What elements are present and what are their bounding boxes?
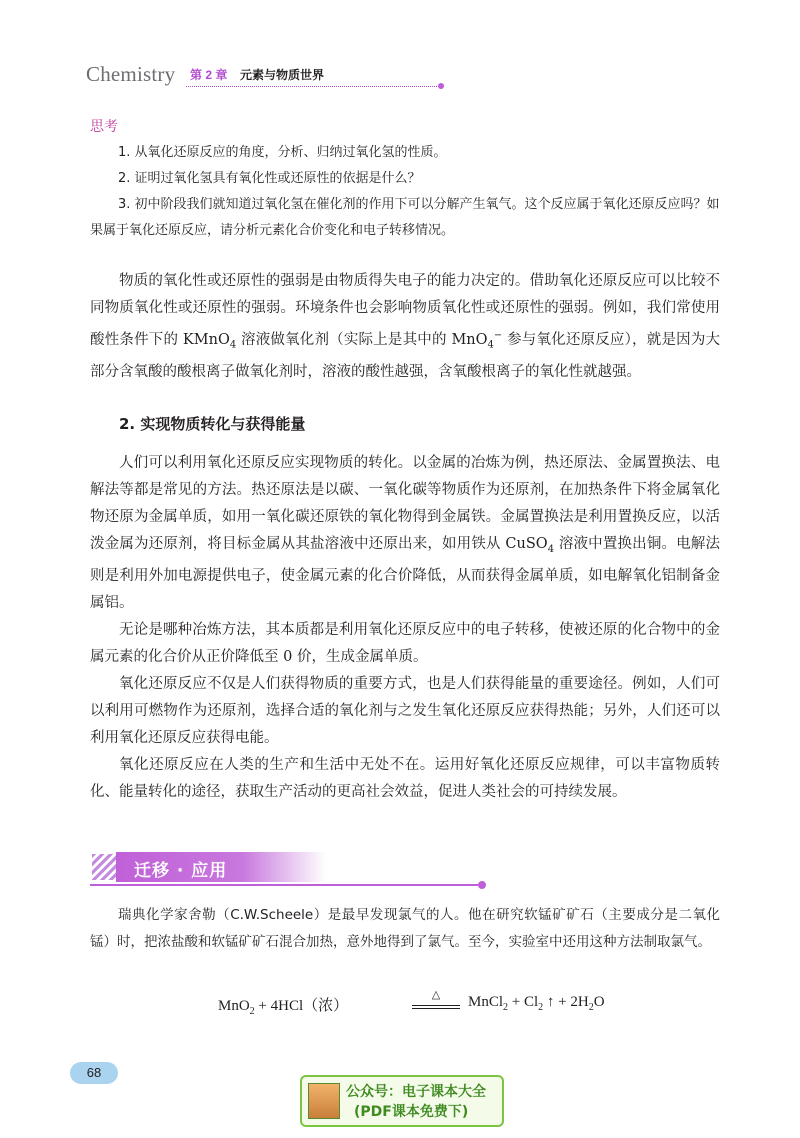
chapter-number: 第 2 章 (190, 68, 228, 82)
think-questions (90, 140, 720, 244)
watermark-line-1: 公众号：电子课本大全 (346, 1084, 486, 1100)
application-title: 迁移 · 应用 (134, 861, 228, 881)
think-label: 思考 (90, 119, 118, 135)
page-header (86, 60, 386, 90)
paragraph-oxidizing-strength: 物质的氧化性或还原性的强弱是由物质得失电子的能力决定的。借助氧化还原反应可以比较不同物质氧化性或还原性的强弱。环境条件也会影响物质氧化性或还原性的强弱。例如，我们常使用酸性条件下的 KMnO$_4$ 溶液做氧化剂（实际上是其中的 MnO$_4$− 参与氧化还原反应），就是因为大部分含氧酸的酸根离子做氧化剂时，溶液的酸性越强，含氧酸根离子的氧化性就越强。 (90, 273, 721, 380)
watermark-badge (300, 1075, 504, 1127)
banner-dot (478, 881, 486, 889)
banner-line (90, 884, 480, 886)
equation-reactants: MnO$_2$ + 4HCl（浓） (218, 998, 349, 1017)
application-banner (90, 848, 490, 888)
header-dot (438, 83, 444, 89)
page-number: 68 (70, 1062, 118, 1084)
reaction-arrow (412, 989, 460, 1012)
watermark-line-2: (PDF课本免费下) (354, 1104, 469, 1120)
think-question-3: 3. 初中阶段我们就知道过氧化氢在催化剂的作用下可以分解产生氧气。这个反应属于氧化还原反应吗？如果属于氧化还原反应，请分析元素化合价变化和电子转移情况。 (90, 197, 720, 238)
book-logo-icon (308, 1083, 340, 1119)
application-text: 瑞典化学家舍勒（C.W.Scheele）是最早发现氯气的人。他在研究软锰矿矿石（主要成分是二氧化锰）时，把浓盐酸和软锰矿矿石混合加热，意外地得到了氯气。至今，实验室中还用这种方法制取氯气。 (90, 907, 720, 950)
paragraph-everywhere: 氧化还原反应在人类的生产和生活中无处不在。运用好氧化还原反应规律，可以丰富物质转化、能量转化的途径，获取生产活动的更高社会效益，促进人类社会的可持续发展。 (90, 756, 720, 800)
section-heading: 2. 实现物质转化与获得能量 (119, 415, 306, 433)
think-question-1: 1. 从氧化还原反应的角度，分析、归纳过氧化氢的性质。 (118, 145, 447, 160)
section-transformation (90, 450, 720, 806)
think-question-2: 2. 证明过氧化氢具有氧化性或还原性的依据是什么？ (118, 171, 421, 186)
brand-title: Chemistry (86, 62, 176, 86)
section-oxidizing-strength (90, 268, 720, 386)
header-dotted-rule (186, 86, 441, 87)
chapter-title: 元素与物质世界 (240, 68, 325, 82)
paragraph-essence: 无论是哪种冶炼方法，其本质都是利用氧化还原反应中的电子转移，使被还原的化合物中的金属元素的化合价从正价降低至 0 价，生成金属单质。 (90, 621, 720, 665)
paragraph-metal-smelting: 人们可以利用氧化还原反应实现物质的转化。以金属的冶炼为例，热还原法、金属置换法、电解法等都是常见的方法。热还原法是以碳、一氧化碳等物质作为还原剂，在加热条件下将金属氧化物还原为金属单质，如用一氧化碳还原铁的氧化物得到金属铁。金属置换法是利用置换反应，以活泼金属为还原剂，将目标金属从其盐溶液中还原出来，如用铁从 CuSO$_4$ 溶液中置换出铜。电解法则是利用外加电源提供电子，使金属元素的化合价降低，从而获得金属单质，如电解氧化铝制备金属铝。 (90, 455, 720, 611)
heat-condition: △ (431, 989, 441, 1001)
paragraph-energy: 氧化还原反应不仅是人们获得物质的重要方式，也是人们获得能量的重要途径。例如，人们可以利用可燃物作为还原剂，选择合适的氧化剂与之发生氧化还原反应获得热能；另外，人们还可以利用氧化还原反应获得电能。 (90, 675, 720, 746)
application-section (90, 902, 720, 956)
chemical-equation (218, 990, 638, 1020)
equation-products: MnCl$_2$ + $Cl_2$ ↑ + $2H_2O$ (468, 994, 605, 1013)
